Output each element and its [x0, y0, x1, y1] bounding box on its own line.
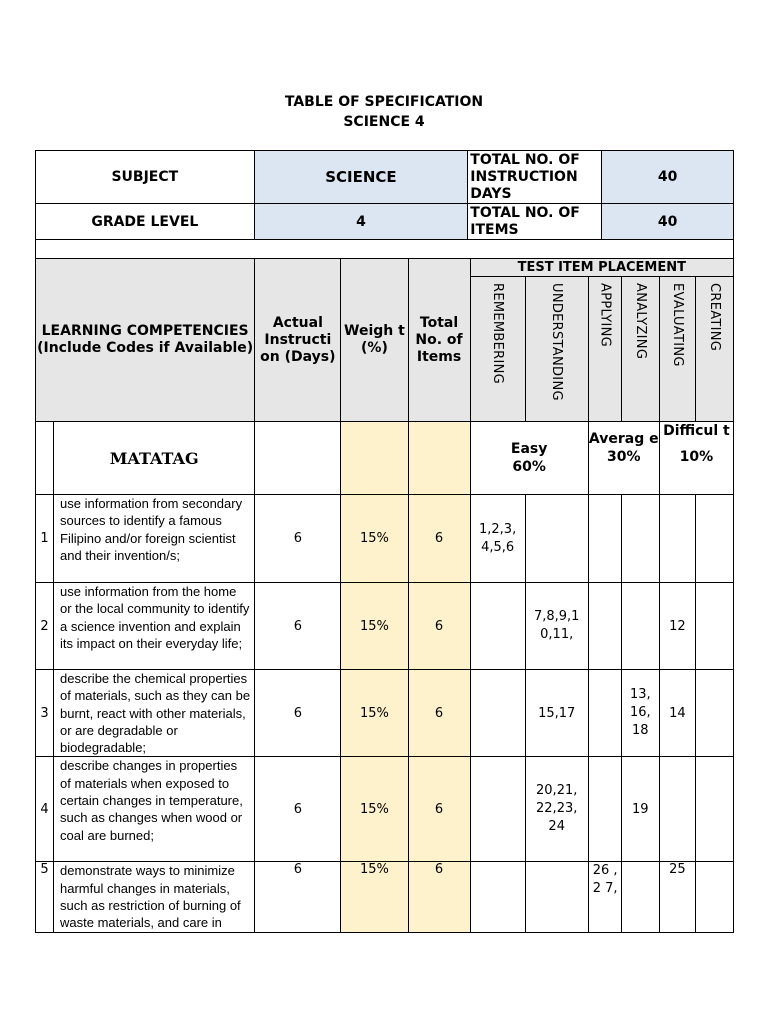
evaluating-header: [659, 277, 695, 422]
instruction-days-label: TOTAL NO. OF INSTRUCTION DAYS: [468, 151, 602, 204]
analyzing-header: [621, 277, 659, 422]
items-cell: 6: [408, 757, 470, 862]
items-cell: 6: [408, 495, 470, 583]
remembering-cell: [470, 862, 525, 932]
analyzing-cell: 19: [621, 757, 659, 862]
understanding-cell: 20,21, 22,23, 24: [525, 757, 588, 862]
evaluating-cell: 14: [659, 670, 695, 757]
specification-table: [35, 258, 734, 933]
items-cell: 6: [408, 862, 470, 932]
average-level: [588, 422, 659, 495]
remembering-cell: [470, 757, 525, 862]
creating-cell: [695, 862, 733, 932]
applying-label: APPLYING: [597, 283, 613, 348]
understanding-header: [525, 277, 588, 422]
table-row: [36, 583, 734, 670]
creating-cell: [695, 583, 733, 670]
competency-text: describe the chemical properties of materials, such as they can be burnt, react with other materials, or are degradable or biodegradable;: [54, 670, 255, 757]
competency-text: demonstrate ways to minimize harmful changes in materials, such as restriction of burning of waste materials, and care in: [54, 862, 255, 932]
days-cell: 6: [255, 670, 341, 757]
days-cell: 6: [255, 757, 341, 862]
row-number: 5: [36, 862, 54, 932]
total-items-header: Total No. of Items: [408, 259, 470, 422]
creating-cell: [695, 757, 733, 862]
learning-competencies-header: LEARNING COMPETENCIES (Include Codes if Available): [36, 259, 255, 422]
evaluating-cell: 12: [659, 583, 695, 670]
title-line-2: SCIENCE 4: [343, 114, 425, 130]
subject-value: SCIENCE: [254, 151, 468, 204]
remembering-label: REMEMBERING: [490, 283, 506, 384]
curriculum-label: MATATAG: [54, 422, 255, 495]
understanding-cell: 15,17: [525, 670, 588, 757]
weight-cell: 15%: [341, 495, 408, 583]
analyzing-cell: 13, 16, 18: [621, 670, 659, 757]
items-cell: 6: [408, 670, 470, 757]
applying-cell: 26 ,2 7,: [588, 862, 621, 932]
understanding-label: UNDERSTANDING: [549, 283, 565, 401]
creating-cell: [695, 670, 733, 757]
analyzing-cell: [621, 862, 659, 932]
instruction-days-value: 40: [602, 151, 734, 204]
remembering-header: [470, 277, 525, 422]
weight-cell: 15%: [341, 583, 408, 670]
creating-header: [695, 277, 733, 422]
title-line-1: TABLE OF SPECIFICATION: [284, 94, 484, 110]
evaluating-cell: 25: [659, 862, 695, 932]
evaluating-cell: [659, 495, 695, 583]
applying-cell: [588, 670, 621, 757]
remembering-cell: 1,2,3, 4,5,6: [470, 495, 525, 583]
understanding-cell: 7,8,9,1 0,11,: [525, 583, 588, 670]
competency-text: use information from secondary sources to identify a famous Filipino and/or foreign scientist and their invention/s;: [54, 495, 255, 583]
remembering-cell: [470, 583, 525, 670]
difficulty-items-cell: [408, 422, 470, 495]
test-item-placement-header: TEST ITEM PLACEMENT: [470, 259, 733, 277]
subject-label: SUBJECT: [36, 151, 255, 204]
weight-cell: 15%: [341, 670, 408, 757]
applying-cell: [588, 495, 621, 583]
weight-header: Weigh t (%): [341, 259, 408, 422]
competency-text: use information from the home or the local community to identify a science invention and explain its impact on their everyday life;: [54, 583, 255, 670]
easy-label: Easy: [510, 441, 548, 457]
creating-cell: [695, 495, 733, 583]
understanding-cell: [525, 495, 588, 583]
days-cell: 6: [255, 495, 341, 583]
evaluating-label: EVALUATING: [669, 283, 685, 367]
difficult-percent: 10%: [679, 449, 714, 465]
days-cell: 6: [255, 583, 341, 670]
table-row: [36, 757, 734, 862]
analyzing-cell: [621, 583, 659, 670]
row-number: 3: [36, 670, 54, 757]
weight-cell: 15%: [341, 757, 408, 862]
difficulty-weight-cell: [341, 422, 408, 495]
remembering-cell: [470, 670, 525, 757]
difficulty-row-index: [36, 422, 54, 495]
row-number: 4: [36, 757, 54, 862]
average-percent: 30%: [607, 449, 641, 465]
easy-level: [470, 422, 588, 495]
table-row: [36, 670, 734, 757]
total-items-label: TOTAL NO. OF ITEMS: [468, 204, 602, 240]
row-number: 2: [36, 583, 54, 670]
grade-level-value: 4: [254, 204, 468, 240]
applying-cell: [588, 757, 621, 862]
difficult-level: [659, 422, 733, 495]
weight-cell: 15%: [341, 862, 408, 932]
document-title: [0, 92, 768, 132]
grade-level-label: GRADE LEVEL: [36, 204, 255, 240]
table-row: [36, 495, 734, 583]
actual-days-header: Actual Instructi on (Days): [255, 259, 341, 422]
creating-label: CREATING: [706, 283, 722, 352]
applying-header: [588, 277, 621, 422]
understanding-cell: [525, 862, 588, 932]
table-row: [36, 862, 734, 932]
analyzing-label: ANALYZING: [632, 283, 648, 360]
applying-cell: [588, 583, 621, 670]
evaluating-cell: [659, 757, 695, 862]
difficult-label: Difficul t: [663, 423, 730, 439]
competency-text: describe changes in properties of materials when exposed to certain changes in temperature, such as changes when wood or coal are burned;: [54, 757, 255, 862]
analyzing-cell: [621, 495, 659, 583]
info-table: [35, 150, 734, 259]
items-cell: 6: [408, 583, 470, 670]
difficulty-days-cell: [255, 422, 341, 495]
row-number: 1: [36, 495, 54, 583]
spacer-row: [36, 240, 734, 259]
easy-percent: 60%: [512, 459, 546, 475]
total-items-value: 40: [602, 204, 734, 240]
days-cell: 6: [255, 862, 341, 932]
average-label: Averag e: [588, 431, 659, 447]
